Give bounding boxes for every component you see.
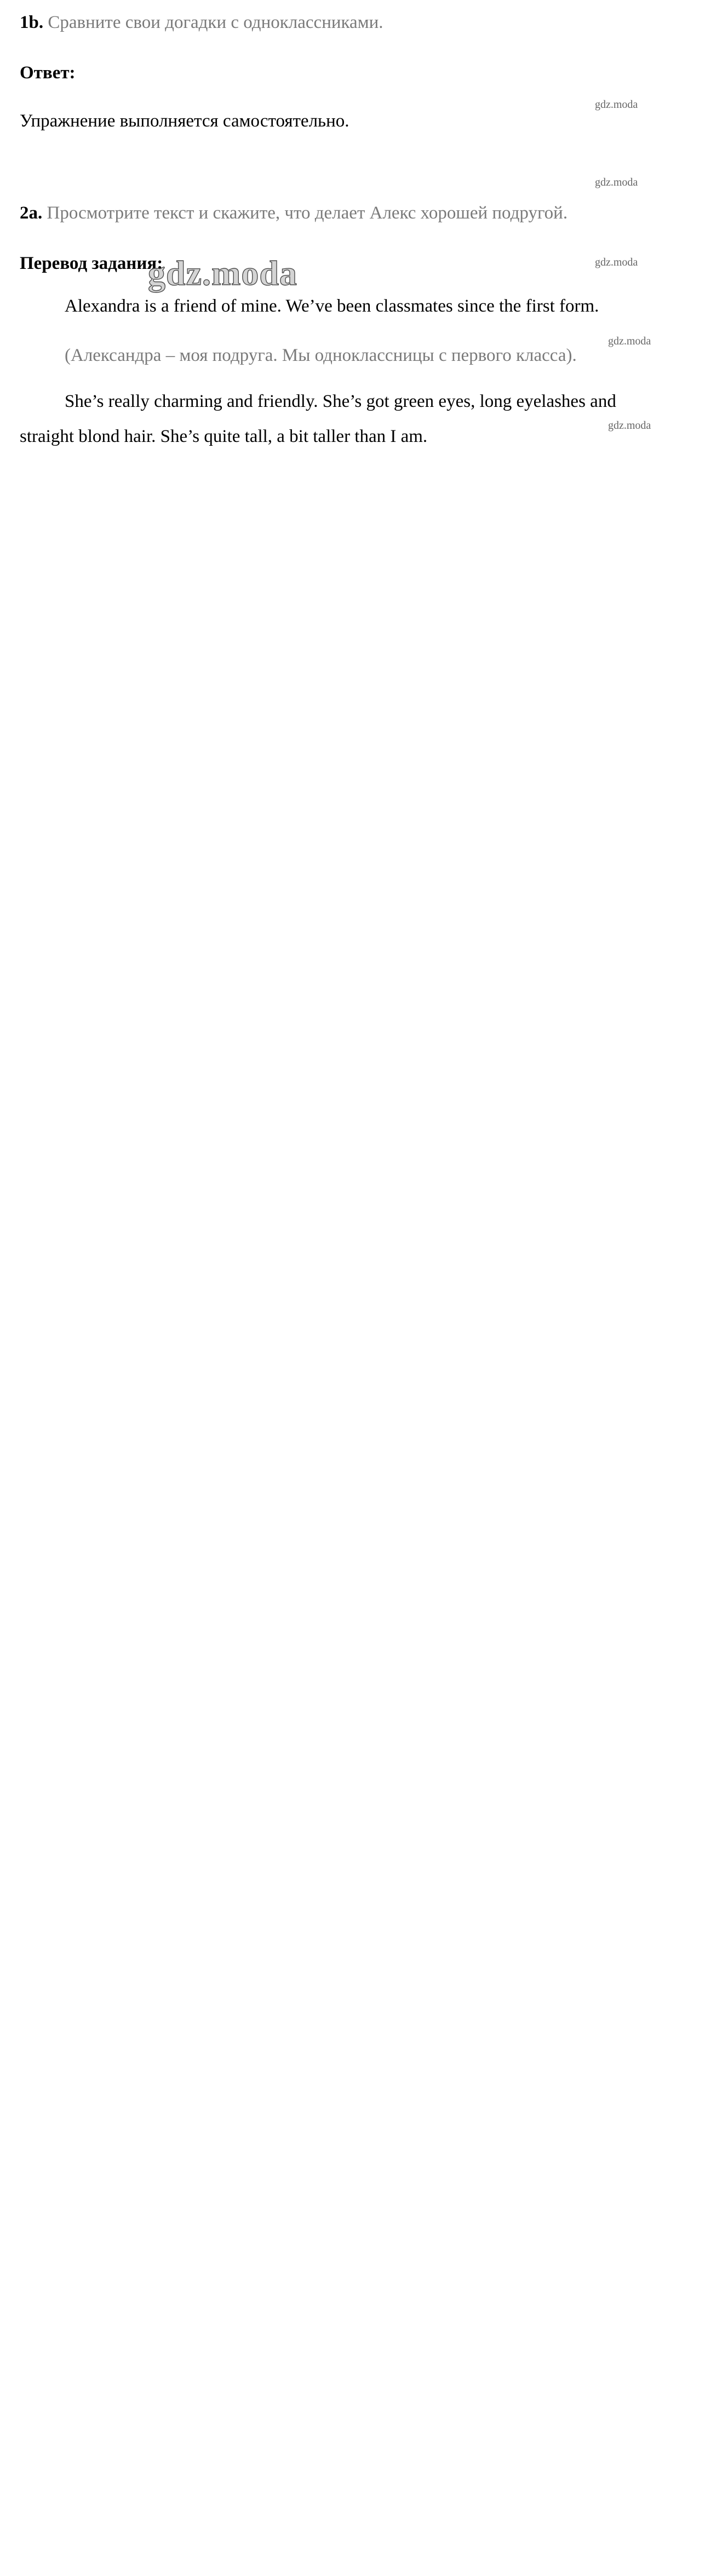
paragraph-1-russian: (Александра – моя подруга. Мы одноклассницы с первого класса).: [65, 346, 577, 365]
paragraph-2-english-line-2: straight blond hair. She’s quite tall, a bit taller than I am.: [20, 427, 428, 446]
watermark-small: gdz.moda: [608, 335, 651, 347]
paragraph-1-english: Alexandra is a friend of mine. We’ve been classmates since the first form.: [65, 296, 599, 316]
watermark-large: gdz.moda: [148, 254, 297, 292]
watermark-small: gdz.moda: [608, 419, 651, 432]
task-2a: [20, 202, 568, 225]
task-1b-number: 1b.: [20, 13, 44, 32]
answer-text: Упражнение выполняется самостоятельно.: [20, 111, 349, 131]
task-2a-number: 2a.: [20, 203, 43, 223]
task-1b: [20, 11, 383, 34]
answer-label: Ответ:: [20, 63, 76, 83]
task-2a-text: Просмотрите текст и скажите, что делает Алекс хорошей подругой.: [47, 203, 568, 223]
paragraph-2-english-line-1: She’s really charming and friendly. She’s got green eyes, long eyelashes and: [65, 392, 616, 411]
watermark-small: gdz.moda: [595, 256, 638, 268]
watermark-small: gdz.moda: [595, 99, 638, 111]
watermark-small: gdz.moda: [595, 176, 638, 188]
translation-label: Перевод задания:: [20, 254, 163, 273]
task-1b-text: Сравните свои догадки с одноклассниками.: [48, 13, 383, 32]
